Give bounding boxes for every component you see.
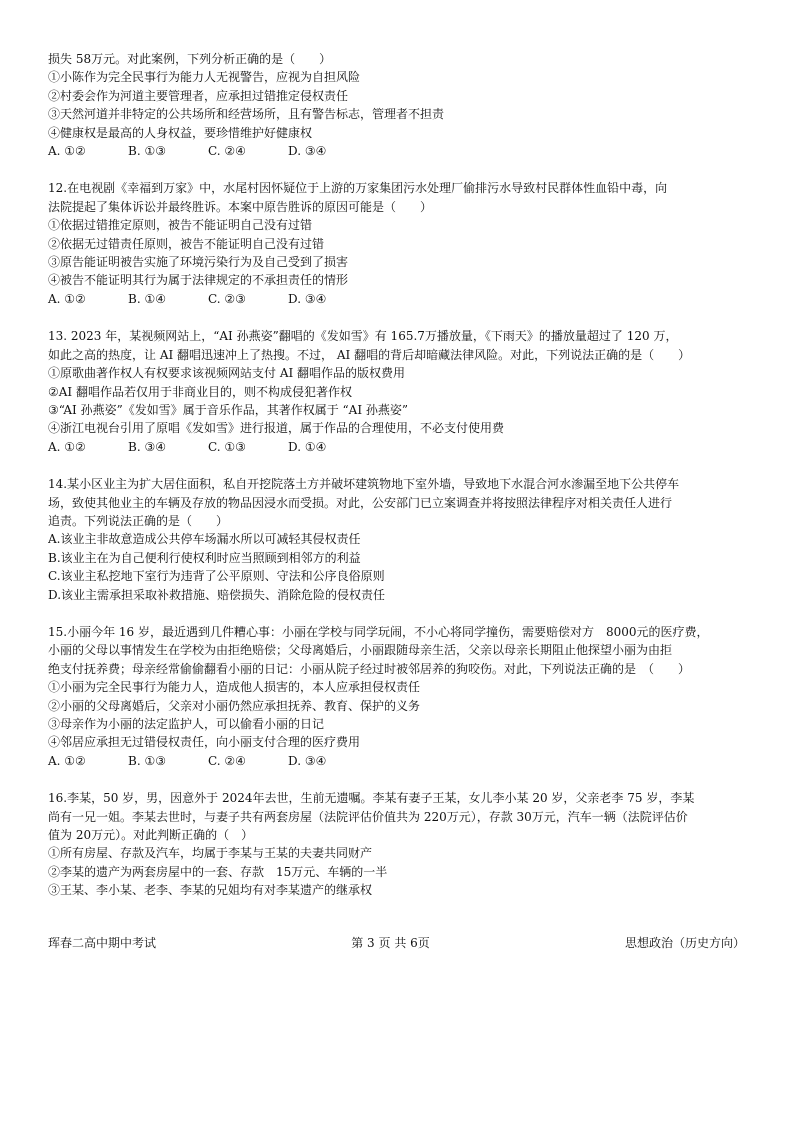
question-stem: 12.在电视剧《幸福到万家》中，水尾村因怀疑位于上游的万家集团污水处理厂偷排污水导致村民群体性血铅中毒，向: [48, 181, 668, 196]
choice-d: D. ③④: [288, 753, 327, 768]
question-stem: 尚有一兄一姐。李某去世时，与妻子共有两套房屋（法院评估价值共为 220万元），存款 30万元，汽车一辆（法院评估价: [48, 809, 688, 824]
option-line: ③母亲作为小丽的法定监护人，可以偷看小丽的日记: [48, 717, 325, 731]
option-line: ③“AI 孙燕姿”《发如雪》属于音乐作品，其著作权属于 “AI 孙燕姿”: [48, 402, 409, 417]
answer-choices: [48, 752, 748, 770]
option-line: ②李某的遗产为两套房屋中的一套、存款 15万元、车辆的一半: [48, 864, 388, 879]
question-stem: 场，致使其他业主的车辆及存放的物品因浸水而受损。对此，公安部门已立案调查并将按照法律程序对相关责任人进行: [48, 495, 673, 510]
choice-d: D. ③④: [288, 144, 327, 159]
choice-a: A. ①②: [48, 144, 86, 159]
option-line: ④被告不能证明其行为属于法律规定的不承担责任的情形: [48, 273, 349, 288]
answer-choices: [48, 290, 748, 308]
question-12: [48, 179, 748, 308]
choice-a: A. ①②: [48, 439, 86, 454]
option-line: ①原歌曲著作权人有权要求该视频网站支付 AI 翻唱作品的版权费用: [48, 366, 406, 381]
option-line: ③天然河道并非特定的公共场所和经营场所，且有警告标志，管理者不担责: [48, 107, 445, 122]
question-stem: 法院提起了集体诉讼并最终胜诉。本案中原告胜诉的原因可能是（ ）: [48, 199, 433, 214]
choice-d: D. ③④: [288, 291, 327, 306]
option-line: ①小丽为完全民事行为能力人，造成他人损害的，本人应承担侵权责任: [48, 680, 421, 695]
choice-b: B. ③④: [128, 439, 166, 454]
page-footer: [48, 934, 745, 951]
option-line: ②小丽的父母离婚后，父亲对小丽仍然应承担抚养、教育、保护的义务: [48, 698, 421, 713]
question-stem: 损失 58万元。对此案例，下列分析正确的是（ ）: [48, 52, 332, 66]
option-line: ②村委会作为河道主要管理者，应承担过错推定侵权责任: [48, 88, 349, 103]
choice-c: C. ②③: [208, 291, 246, 306]
question-stem: 13. 2023 年，某视频网站上，“AI 孙燕姿”翻唱的《发如雪》有 165.7万播放量，《下雨天》的播放量超过了 120 万，: [48, 329, 678, 344]
option-line: C.该业主私挖地下室行为违背了公平原则、守法和公序良俗原则: [48, 569, 385, 584]
question-stem: 15.小丽今年 16 岁，最近遇到几件糟心事：小丽在学校与同学玩闹，不小心将同学撞伤，需要赔偿对方 8000元的医疗费，: [48, 624, 709, 639]
option-line: ③王某、李小某、老李、李某的兄姐均有对李某遗产的继承权: [48, 883, 373, 898]
footer-school: 珲春二高中期中考试: [48, 936, 157, 950]
question-11: [48, 50, 748, 160]
option-line: ④浙江电视台引用了原唱《发如雪》进行报道，属于作品的合理使用，不必支付使用费: [48, 421, 505, 436]
question-15: [48, 623, 748, 770]
option-line: ②依据无过错责任原则，被告不能证明自己没有过错: [48, 236, 325, 251]
question-stem: 绝支付抚养费；母亲经常偷偷翻看小丽的日记：小丽从院子经过时被邻居养的狗咬伤。对此，下列说法正确的是 （ ）: [48, 661, 691, 676]
exam-page-content: [48, 50, 748, 900]
option-line: D.该业主需承担采取补救措施、赔偿损失、消除危险的侵权责任: [48, 587, 386, 602]
footer-page-number: 第 3 页 共 6页: [351, 936, 430, 950]
option-line: ③原告能证明被告实施了环境污染行为及自己受到了损害: [48, 255, 349, 270]
question-13: [48, 327, 748, 456]
option-line: ②AI 翻唱作品若仅用于非商业目的，则不构成侵犯著作权: [48, 384, 352, 399]
question-16: [48, 789, 748, 899]
question-stem: 追责。下列说法正确的是（ ）: [48, 513, 229, 528]
question-stem: 如此之高的热度，让 AI 翻唱迅速冲上了热搜。不过， AI 翻唱的背后却暗藏法律风险。对此，下列说法正确的是（ ）: [48, 347, 691, 362]
choice-a: A. ①②: [48, 291, 86, 306]
question-stem: 值为 20万元）。对此判断正确的（ ）: [48, 828, 254, 843]
option-line: ④健康权是最高的人身权益，要珍惜维护好健康权: [48, 125, 313, 140]
option-line: ①小陈作为完全民事行为能力人无视警告，应视为自担风险: [48, 70, 361, 85]
footer-subject: 思想政治（历史方向）: [624, 936, 745, 950]
question-stem: 16.李某，50 岁，男，因意外于 2024年去世，生前无遗嘱。李某有妻子王某，女儿李小某 20 岁，父亲老李 75 岁，李某: [48, 791, 695, 806]
question-stem: 小丽的父母以事情发生在学校为由拒绝赔偿；父母离婚后，小丽跟随母亲生活，父亲以母亲长期阻止他探望小丽为由拒: [48, 643, 673, 658]
option-line: ④邻居应承担无过错侵权责任，向小丽支付合理的医疗费用: [48, 735, 361, 750]
choice-c: C. ①③: [208, 439, 246, 454]
question-14: [48, 475, 748, 604]
question-stem: 14.某小区业主为扩大居住面积，私自开挖院落土方并破坏建筑物地下室外墙，导致地下水混合河水渗漏至地下公共停车: [48, 477, 680, 492]
option-line: B.该业主在为自己便利行使权利时应当照顾到相邻方的利益: [48, 550, 361, 565]
answer-choices: [48, 142, 748, 160]
choice-c: C. ②④: [208, 753, 246, 768]
choice-c: C. ②④: [208, 144, 246, 159]
choice-b: B. ①③: [128, 753, 166, 768]
option-line: A.该业主非故意造成公共停车场漏水所以可减轻其侵权责任: [48, 532, 361, 547]
answer-choices: [48, 438, 748, 456]
choice-b: B. ①③: [128, 144, 166, 159]
choice-b: B. ①④: [128, 291, 166, 306]
option-line: ①所有房屋、存款及汽车，均属于李某与王某的夫妻共同财产: [48, 846, 373, 861]
option-line: ①依据过错推定原则，被告不能证明自己没有过错: [48, 218, 313, 233]
choice-a: A. ①②: [48, 753, 86, 768]
choice-d: D. ①④: [288, 439, 327, 454]
